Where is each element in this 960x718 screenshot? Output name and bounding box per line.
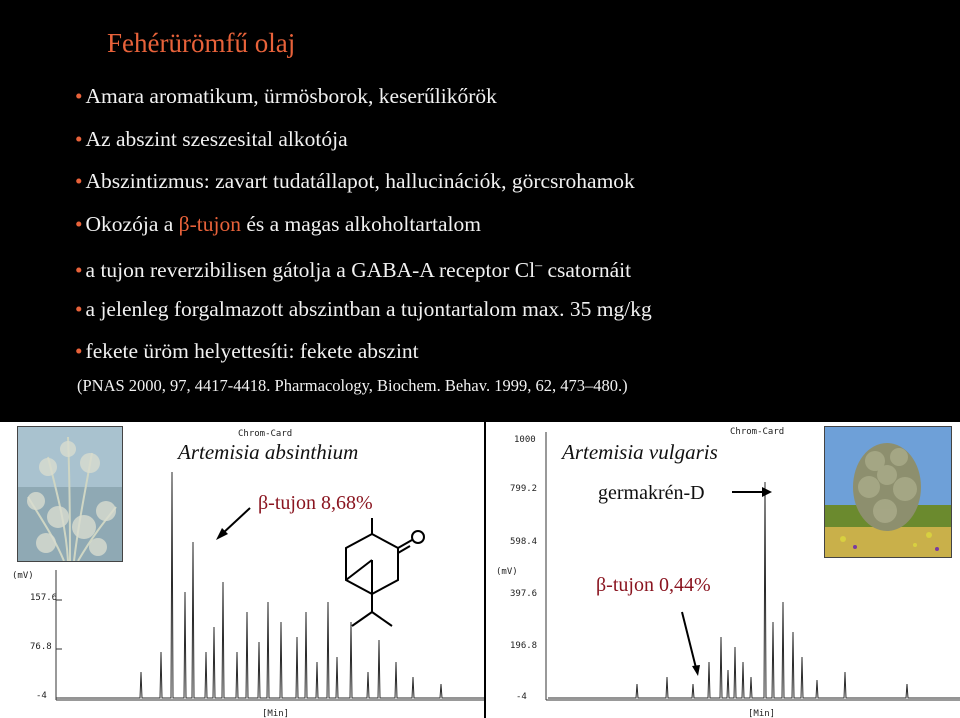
bullet-text: a jelenleg forgalmazott abszintban a tujontartalom max. 35 mg/kg [85, 296, 652, 321]
mugwort-plant-photo [824, 426, 952, 558]
bullet-marker: • [75, 296, 83, 321]
chloride-charge: – [535, 258, 543, 273]
plant-photo-image [18, 427, 122, 561]
bullet-text: Amara aromatikum, ürmösborok, keserűlikőrök [85, 84, 497, 108]
thujone-annotation: β-tujon 8,68% [258, 492, 373, 514]
reference-citation: (PNAS 2000, 97, 4417-4418. Pharmacology, Biochem. Behav. 1999, 62, 473–480.) [77, 376, 628, 395]
plant-photo-image [825, 427, 951, 557]
bullet-item [75, 208, 652, 251]
left-chromatogram-panel [0, 422, 484, 718]
bullet-marker: • [75, 169, 83, 193]
bullet-text-pre: a tujon reverzibilisen gátolja a GABA-A receptor Cl [85, 258, 536, 282]
wormwood-plant-photo [17, 426, 123, 562]
bullet-text: Az abszint szeszesital alkotója [85, 126, 348, 151]
bullet-item [75, 250, 652, 293]
bullet-marker: • [75, 126, 83, 151]
bullet-list [75, 80, 652, 378]
chrom-card-header: Chrom-Card [238, 429, 293, 439]
y-tick-label: 397.6 [510, 589, 538, 599]
arrow-head [762, 487, 772, 497]
bullet-item [75, 335, 652, 378]
bullet-marker: • [75, 84, 83, 108]
x-axis-unit: [Min] [262, 709, 290, 718]
slide-title: Fehérürömfű olaj [107, 28, 296, 58]
species-label-absinthium: Artemisia absinthium [178, 440, 359, 464]
annotation-arrow [222, 508, 250, 534]
y-tick-label: -4 [36, 691, 47, 701]
bullet-item [75, 80, 652, 123]
thujone-annotation: β-tujon 0,44% [596, 574, 711, 596]
bullet-item [75, 123, 652, 166]
annotation-arrow [682, 612, 696, 668]
y-axis-unit: (mV) [496, 567, 518, 577]
bullet-text-post: csatornáit [542, 258, 632, 282]
bullet-text-post: és a magas alkoholtartalom [240, 211, 481, 236]
germakren-annotation: germakrén-D [598, 482, 705, 504]
y-axis-unit: (mV) [12, 571, 34, 581]
bullet-item [75, 293, 652, 336]
chrom-card-header: Chrom-Card [730, 427, 785, 437]
y-tick-label: 799.2 [510, 484, 538, 494]
bullet-highlight: β-tujon [178, 211, 241, 236]
y-tick-label: 76.8 [30, 642, 52, 652]
y-tick-label: 196.8 [510, 641, 538, 651]
bullet-marker: • [75, 211, 83, 236]
arrow-head [692, 665, 700, 676]
bullet-marker: • [75, 258, 83, 282]
thujone-structure-icon [346, 518, 424, 626]
bullet-item [75, 165, 652, 208]
y-tick-label: -4 [516, 692, 527, 702]
bullet-text: Abszintizmus: zavart tudatállapot, hallucinációk, görcsrohamok [85, 169, 635, 193]
bullet-marker: • [75, 339, 83, 363]
y-tick-label: 157.6 [30, 593, 58, 603]
species-label-vulgaris: Artemisia vulgaris [562, 440, 718, 464]
y-tick-label: 598.4 [510, 537, 538, 547]
x-axis-unit: [Min] [748, 709, 776, 718]
y-tick-label: 1000 [514, 435, 536, 445]
bullet-text: fekete üröm helyettesíti: fekete abszint [85, 339, 419, 363]
right-chromatogram-panel [486, 422, 960, 718]
bullet-text-pre: Okozója a [85, 211, 179, 236]
